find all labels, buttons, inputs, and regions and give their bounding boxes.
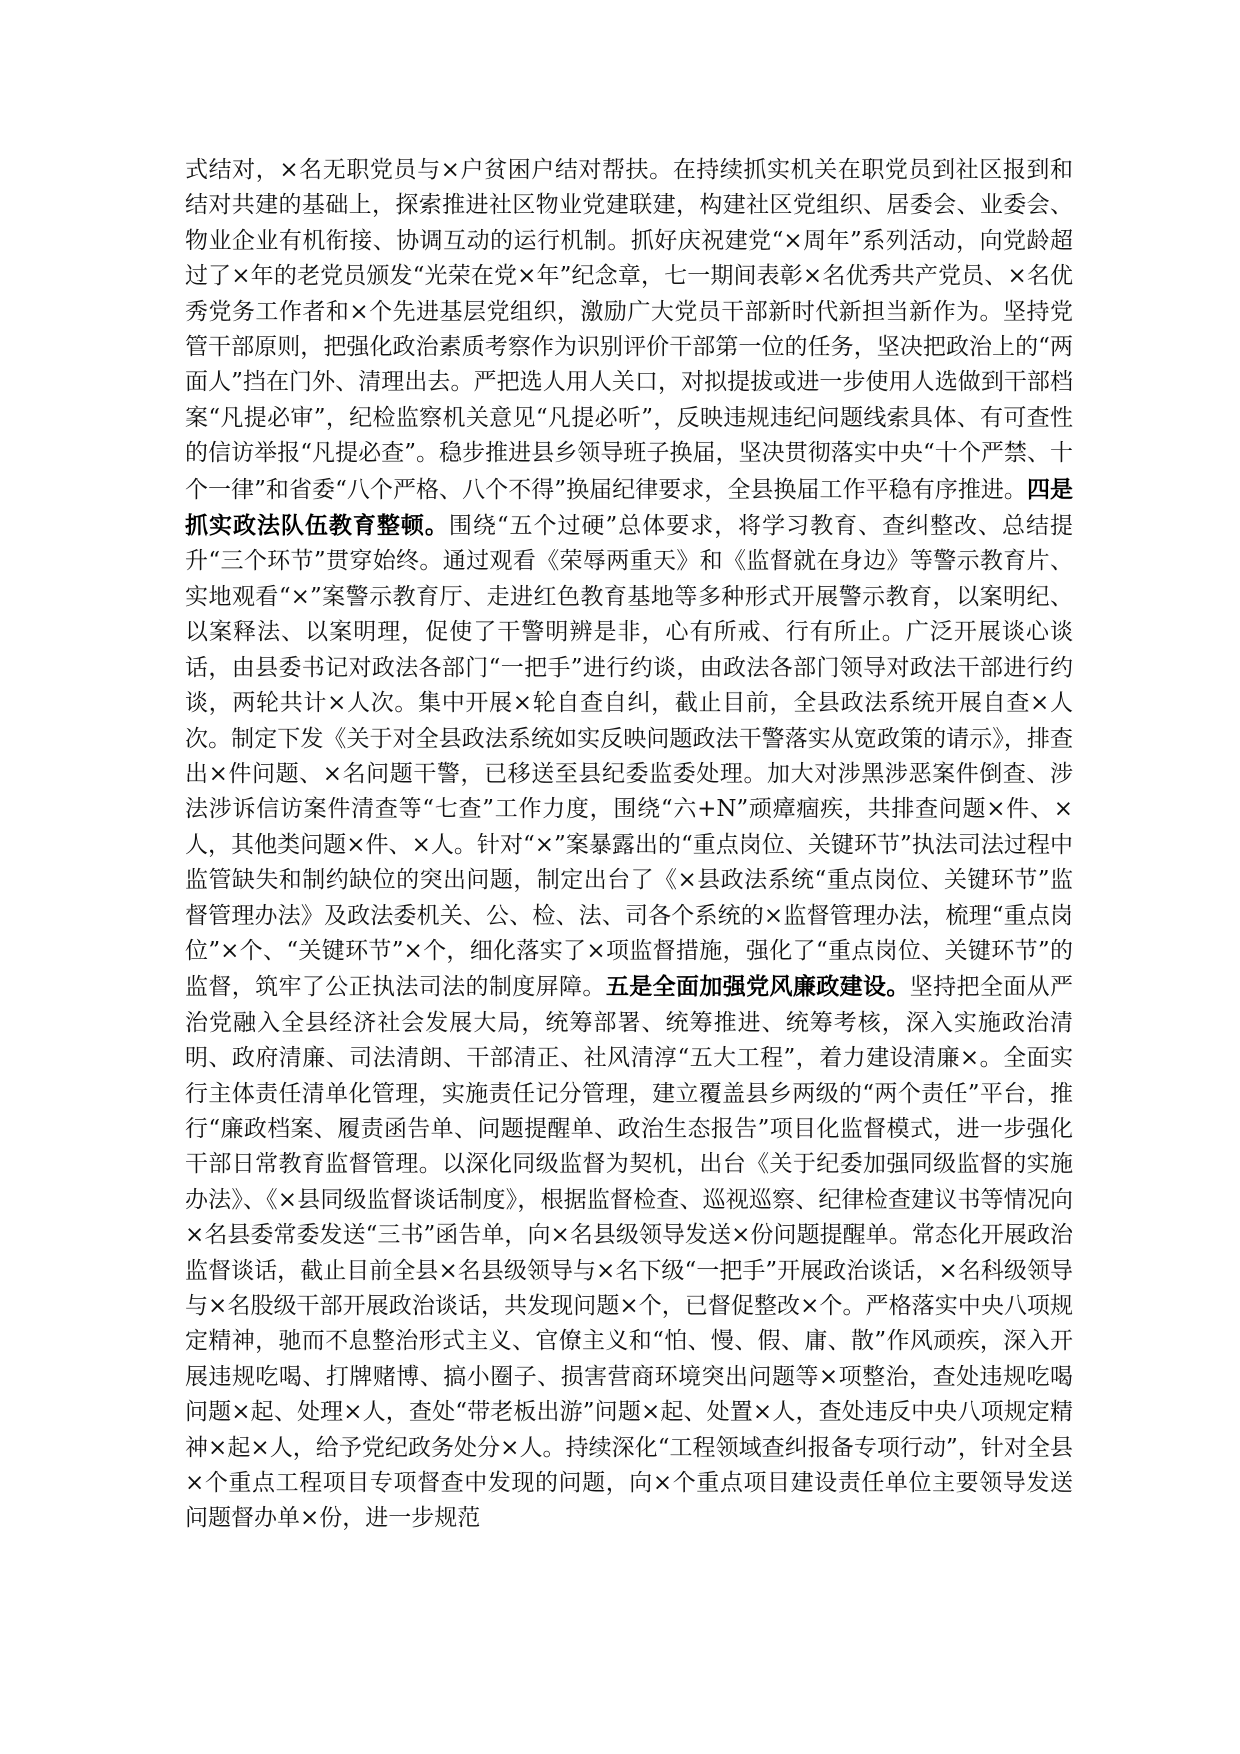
paragraph-text-2: 围绕“五个过硬”总体要求，将学习教育、查纠整改、总结提升“三个环节”贯穿始终。通过观看《荣辱两重天》和《监督就在身边》等警示教育片、实地观看“×”案警示教育厅、走进红色教育基地等多种形式开展警示教育，以案明纪、以案释法、以案明理，促使了干警明辨是非，心有所戒、行有所止。广泛开展谈心谈话，由县委书记对政法各部门“一把手”进行约谈，由政法各部门领导对政法干部进行约谈，两轮共计×人次。集中开展×轮自查自纠，截止目前，全县政法系统开展自查×人次。制定下发《关于对全县政法系统如实反映问题政法干警落实从宽政策的请示》，排查出×件问题、×名问题干警，已移送至县纪委监委处理。加大对涉黑涉恶案件倒查、涉法涉诉信访案件清查等“七查”工作力度，围绕“六+N”顽瘴痼疾，共排查问题×件、×人，其他类问题×件、×人。针对“×”案暴露出的“重点岗位、关键环节”执法司法过程中监管缺失和制约缺位的突出问题，制定出台了《×县政法系统“重点岗位、关键环节”监督管理办法》及政法委机关、公、检、法、司各个系统的×监督管理办法，梳理“重点岗位”×个、“关键环节”×个，细化落实了×项监督措施，强化了“重点岗位、关键环节”的监督，筑牢了公正执法司法的制度屏障。 (185, 513, 1073, 1001)
section-heading-4: 四是抓实政法队伍教育整顿。 (185, 475, 1073, 540)
paragraph-text-3: 坚持把全面从严治党融入全县经济社会发展大局，统筹部署、统筹推进、统筹考核，深入实施政治清明、政府清廉、司法清朗、干部清正、社风清淳“五大工程”，着力建设清廉×。全面实行主体责任清单化管理，实施责任记分管理，建立覆盖县乡两级的“两个责任”平台，推行“廉政档案、履责函告单、问题提醒单、政治生态报告”项目化监督模式，进一步强化干部日常教育监督管理。以深化同级监督为契机，出台《关于纪委加强同级监督的实施办法》、《×县同级监督谈话制度》，根据监督检查、巡视巡察、纪律检查建议书等情况向×名县委常委发送“三书”函告单，向×名县级领导发送×份问题提醒单。常态化开展政治监督谈话，截止目前全县×名县级领导与×名下级“一把手”开展政治谈话，×名科级领导与×名股级干部开展政治谈话，共发现问题×个，已督促整改×个。严格落实中央八项规定精神，驰而不息整治形式主义、官僚主义和“怕、慢、假、庸、散”作风顽疾，深入开展违规吃喝、打牌赌博、搞小圈子、损害营商环境突出问题等×项整治，查处违规吃喝问题×起、处理×人，查处“带老板出游”问题×起、处置×人，查处违反中央八项规定精神×起×人，给予党纪政务处分×人。持续深化“工程领域查纠报备专项行动”，针对全县×个重点工程项目专项督查中发现的问题，向×个重点项目建设责任单位主要领导发送问题督办单×份，进一步规范 (185, 974, 1074, 1532)
body-paragraph (185, 153, 1073, 1537)
paragraph-text-1: 式结对，×名无职党员与×户贫困户结对帮扶。在持续抓实机关在职党员到社区报到和结对共建的基础上，探索推进社区物业党建联建，构建社区党组织、居委会、业委会、物业企业有机衔接、协调互动的运行机制。抓好庆祝建党“×周年”系列活动，向党龄超过了×年的老党员颁发“光荣在党×年”纪念章，七一期间表彰×名优秀共产党员、×名优秀党务工作者和×个先进基层党组织，激励广大党员干部新时代新担当新作为。坚持党管干部原则，把强化政治素质考察作为识别评价干部第一位的任务，坚决把政治上的“两面人”挡在门外、清理出去。严把选人用人关口，对拟提拔或进一步使用人选做到干部档案“凡提必审”，纪检监察机关意见“凡提必听”，反映违规违纪问题线索具体、有可查性的信访举报“凡提必查”。稳步推进县乡领导班子换届，坚决贯彻落实中央“十个严禁、十个一律”和省委“八个严格、八个不得”换届纪律要求，全县换届工作平稳有序推进。 (185, 157, 1073, 503)
section-heading-5: 五是全面加强党风廉政建设。 (605, 973, 910, 1001)
